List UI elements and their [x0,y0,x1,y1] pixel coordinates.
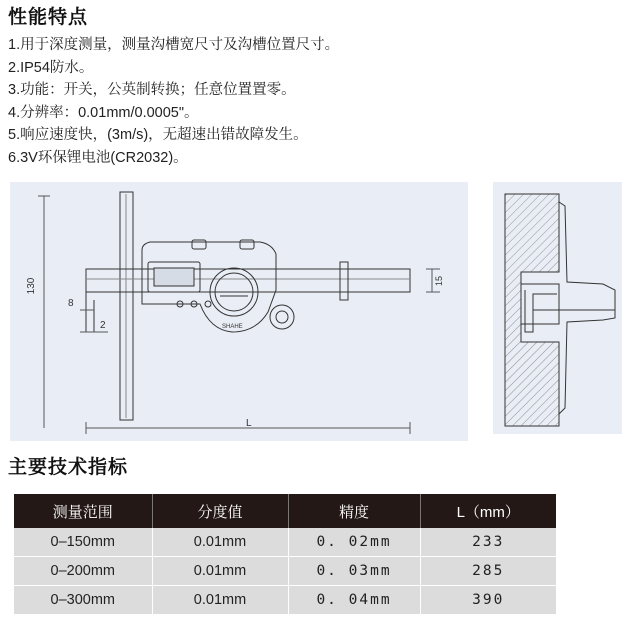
table-header-row [14,494,556,528]
length-dimension-label: L [246,418,252,429]
cell-length: 233 [420,528,556,557]
feature-item: 6.3V环保锂电池(CR2032)。 [8,149,188,166]
width-dimension-label: 15 [434,275,444,287]
features-list [8,34,339,170]
specs-table [14,494,556,615]
cell-resolution: 0.01mm [152,528,288,557]
cell-accuracy: 0. 04mm [288,586,420,615]
tip-dimension-label: 8 [68,298,74,309]
step-dimension-label: 2 [100,320,106,331]
cell-accuracy: 0. 02mm [288,528,420,557]
cell-range: 0–150mm [14,528,152,557]
feature-item: 1.用于深度测量，测量沟槽宽尺寸及沟槽位置尺寸。 [8,37,340,53]
cell-range: 0–200mm [14,557,152,586]
specs-title: 主要技术指标 [8,457,129,478]
cell-accuracy: 0. 03mm [288,557,420,586]
header-resolution: 分度值 [152,494,288,528]
table-row [14,528,556,557]
groove-cross-section [493,182,622,434]
caliper-drawing [10,182,468,441]
feature-item: 5.响应速度快，(3m/s)，无超速出错故障发生。 [8,127,308,144]
cell-range: 0–300mm [14,586,152,615]
depth-dimension-label: 130 [26,277,37,295]
caliper-line-drawing [10,182,468,441]
cell-length: 285 [420,557,556,586]
features-title: 性能特点 [8,7,89,28]
feature-item: 2.IP54防水。 [8,59,94,76]
feature-item: 4.分辨率：0.01mm/0.0005"。 [8,104,199,121]
groove-detail-drawing [493,182,622,434]
header-length: L（mm） [420,494,556,528]
header-accuracy: 精度 [288,494,420,528]
cell-length: 390 [420,586,556,615]
table-row [14,557,556,586]
header-range: 测量范围 [14,494,152,528]
feature-item: 3.功能：开关，公英制转换；任意位置置零。 [8,82,296,99]
cell-resolution: 0.01mm [152,586,288,615]
table-row [14,586,556,615]
brand-label: SHAHE [222,324,243,330]
cell-resolution: 0.01mm [152,557,288,586]
